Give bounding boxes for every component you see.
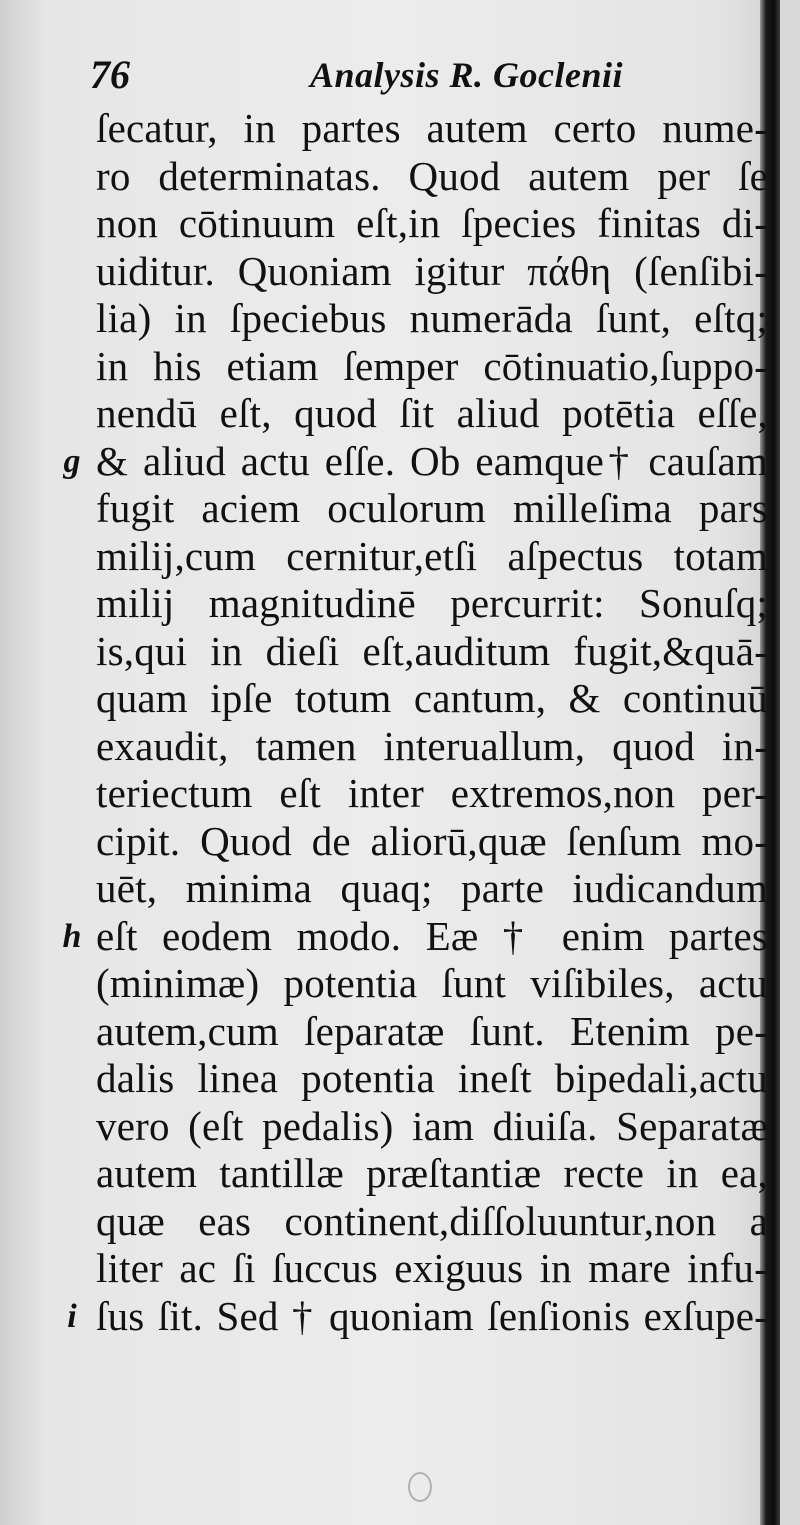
text-line: (minimæ) potentia ſunt viſibiles, actu — [96, 960, 768, 1006]
text-line: quæ eas continent,diſſoluuntur,non a — [96, 1197, 768, 1244]
text-line: vero (eſt pedalis) iam diuiſa. Separatæ — [96, 1102, 768, 1149]
text-line: dalis linea potentia ineſt bipedali,actu — [96, 1055, 768, 1101]
text-line: in his etiam ſemper cōtinuatio,ſuppo- — [96, 342, 768, 389]
text-line: autem,cum ſeparatæ ſunt. Etenim pe- — [96, 1007, 768, 1054]
margin-note-g: g — [63, 442, 81, 480]
text-line: nendū eſt, quod ſit aliud potētia eſſe, — [96, 390, 768, 436]
ink-smudge — [408, 1472, 432, 1502]
text-line: uēt, minima quaq; parte iudicandum — [96, 865, 768, 911]
text-line: & aliud actu eſſe. Ob eamque† cauſam — [96, 437, 768, 484]
text-line: ro determinatas. Quod autem per ſe — [96, 152, 768, 199]
text-line: liter ac ſi ſuccus exiguus in mare infu- — [96, 1245, 768, 1291]
body-text — [96, 105, 768, 1340]
margin-notes — [52, 105, 92, 1435]
margin-note-h: h — [62, 917, 82, 955]
text-line: is,qui in dieſi eſt,auditum fugit,&quā- — [96, 627, 768, 674]
text-line: eſt eodem modo. Eæ † enim partes — [96, 912, 768, 959]
text-line: teriectum eſt inter extremos,non per- — [96, 770, 768, 816]
text-line: exaudit, tamen interuallum, quod in- — [96, 722, 768, 769]
text-line: cipit. Quod de aliorū,quæ ſenſum mo- — [96, 817, 768, 864]
text-line: ſus ſit. Sed † quoniam ſenſionis exſupe- — [96, 1292, 768, 1339]
text-line: fugit aciem oculorum milleſima pars — [96, 485, 768, 531]
text-line: autem tantillæ præſtantiæ recte in ea, — [96, 1150, 768, 1196]
text-line: lia) in ſpeciebus numerāda ſunt, eſtq; — [96, 295, 768, 341]
text-line: uiditur. Quoniam igitur πάθη (ſenſibi- — [96, 247, 768, 294]
text-line: ſecatur, in partes autem certo nume- — [96, 105, 768, 151]
text-line: quam ipſe totum cantum, & continuū — [96, 675, 768, 721]
margin-note-i: i — [67, 1297, 77, 1335]
page-header — [0, 50, 780, 100]
text-line: milij,cum cernitur,etſi aſpectus totam — [96, 532, 768, 579]
page-number: 76 — [90, 52, 130, 97]
text-line: milij magnitudinē percurrit: Sonuſq; — [96, 580, 768, 626]
text-line: non cōtinuum eſt,in ſpecies finitas di- — [96, 200, 768, 246]
running-head: Analysis R. Goclenii — [310, 55, 624, 95]
